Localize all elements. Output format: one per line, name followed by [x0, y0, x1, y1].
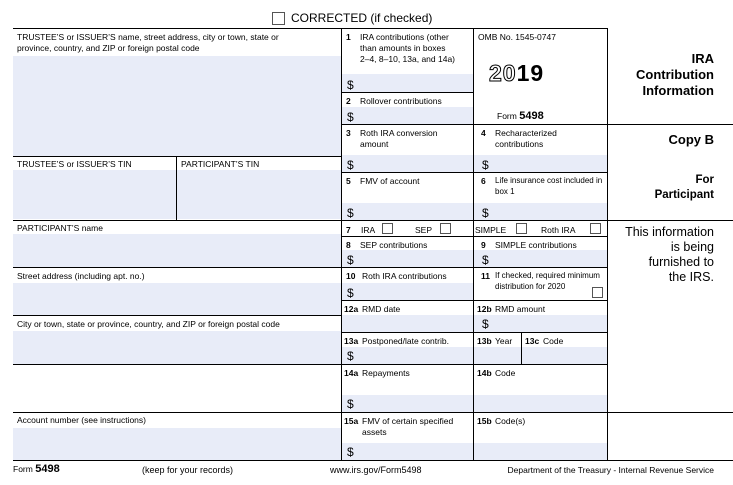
footer-form-label	[13, 463, 60, 475]
rule	[521, 332, 522, 364]
box12b-field[interactable]	[474, 315, 607, 332]
box14b-field[interactable]	[474, 395, 607, 412]
box7-ira-checkbox[interactable]	[382, 223, 393, 234]
box5-dollar: $	[347, 206, 354, 220]
box13a-dollar: $	[347, 349, 354, 363]
box4-label: Recharacterized	[495, 128, 557, 138]
box2-label: Rollover contributions	[360, 96, 442, 106]
for-participant	[655, 173, 714, 203]
tax-year	[489, 60, 544, 86]
box13c-field[interactable]	[522, 347, 607, 364]
trustee-tin-label: TRUSTEE’S or ISSUER’S TIN	[17, 159, 132, 169]
irs-notice-line2: is being	[670, 240, 714, 254]
box10-label: Roth IRA contributions	[362, 271, 447, 281]
irs-notice-line1: This information	[625, 225, 714, 239]
box15a-label-2: assets	[362, 427, 387, 437]
box2-number: 2	[346, 96, 351, 106]
box4-label-2: contributions	[495, 139, 544, 149]
box3-amount-field[interactable]	[342, 155, 473, 172]
street-address-label: Street address (including apt. no.)	[17, 271, 145, 281]
box3-dollar: $	[347, 158, 354, 172]
trustee-name-label: TRUSTEE’S or ISSUER’S name, street address, city or town, state or	[17, 32, 279, 42]
box14b-number: 14b	[477, 368, 492, 378]
box8-amount-field[interactable]	[342, 250, 473, 267]
box2-dollar: $	[347, 110, 354, 124]
rule	[13, 315, 341, 316]
rule	[13, 364, 607, 365]
omb-number: OMB No. 1545-0747	[478, 32, 556, 42]
footer-department: Department of the Treasury - Internal Revenue Service	[507, 465, 714, 475]
box8-label: SEP contributions	[360, 240, 428, 250]
rule	[13, 156, 341, 157]
footer-keep-records: (keep for your records)	[142, 465, 234, 475]
participant-tin-field[interactable]	[177, 170, 341, 219]
box11-checkbox[interactable]	[592, 287, 603, 298]
box1-label: IRA contributions (other	[360, 32, 449, 42]
box8-dollar: $	[347, 253, 354, 267]
box7-sep-checkbox[interactable]	[440, 223, 451, 234]
trustee-name-label-2: province, country, and ZIP or foreign postal code	[17, 43, 200, 53]
box10-dollar: $	[347, 286, 354, 300]
box1-label-3: 2–4, 8–10, 13a, and 14a)	[360, 54, 455, 64]
box4-dollar: $	[482, 158, 489, 172]
box6-dollar: $	[482, 206, 489, 220]
form-title	[636, 51, 714, 99]
box10-number: 10	[346, 271, 356, 281]
box14a-field[interactable]	[342, 395, 473, 412]
box12b-label: RMD amount	[495, 304, 546, 314]
box3-number: 3	[346, 128, 351, 138]
box14a-label: Repayments	[362, 368, 410, 378]
rule	[13, 412, 733, 413]
form-title-line2: Contribution	[636, 67, 714, 82]
rule	[176, 156, 177, 220]
footer-url[interactable]: www.irs.gov/Form5498	[330, 465, 422, 475]
copy-label: Copy B	[668, 132, 714, 147]
rule	[607, 28, 608, 460]
box12a-number: 12a	[344, 304, 359, 314]
rule	[341, 28, 342, 460]
box15a-field[interactable]	[342, 443, 473, 460]
box8-number: 8	[346, 240, 351, 250]
box13a-label: Postponed/late contrib.	[362, 336, 449, 346]
box7-simple-checkbox[interactable]	[516, 223, 527, 234]
trustee-tin-field[interactable]	[13, 170, 176, 219]
rule	[13, 28, 607, 29]
participant-name-field[interactable]	[13, 234, 341, 267]
box11-label: If checked, required minimum	[495, 271, 600, 280]
box15b-field[interactable]	[474, 443, 607, 460]
rule	[341, 172, 607, 173]
footer-form-prefix: Form	[13, 464, 33, 474]
box5-number: 5	[346, 176, 351, 186]
form-title-line3: Information	[642, 83, 714, 98]
participant-name-label: PARTICIPANT’S name	[17, 223, 103, 233]
box12a-field[interactable]	[342, 315, 473, 332]
rule	[13, 267, 607, 268]
box7-sep-label: SEP	[415, 225, 433, 235]
omb-form-label	[497, 110, 544, 122]
rule	[341, 124, 733, 125]
box12b-number: 12b	[477, 304, 492, 314]
account-number-field[interactable]	[13, 428, 341, 460]
box3-label: Roth IRA conversion	[360, 128, 438, 138]
box1-label-2: than amounts in boxes	[360, 43, 446, 53]
box12b-dollar: $	[482, 317, 489, 331]
box13b-label: Year	[495, 336, 513, 346]
rule	[13, 460, 733, 461]
box6-label: Life insurance cost included in	[495, 176, 603, 185]
box7-number: 7	[346, 225, 351, 235]
irs-notice-line4: the IRS.	[668, 270, 714, 284]
tax-year-suffix: 19	[516, 60, 545, 86]
box5-amount-field[interactable]	[342, 203, 473, 220]
form-title-line1: IRA	[691, 51, 714, 66]
trustee-name-field[interactable]	[13, 56, 341, 156]
box15a-label: FMV of certain specified	[362, 416, 454, 426]
box15a-number: 15a	[344, 416, 359, 426]
box4-amount-field[interactable]	[474, 155, 607, 172]
box3-label-2: amount	[360, 139, 389, 149]
box14a-dollar: $	[347, 397, 354, 411]
box15a-dollar: $	[347, 445, 354, 459]
irs-notice-line3: furnished to	[648, 255, 714, 269]
for-label: For	[695, 174, 714, 186]
participant-tin-label: PARTICIPANT’S TIN	[181, 159, 260, 169]
box12a-label: RMD date	[362, 304, 401, 314]
box13a-field[interactable]	[342, 347, 473, 364]
participant-label: Participant	[654, 189, 714, 201]
account-number-label: Account number (see instructions)	[17, 415, 146, 425]
rule	[341, 92, 474, 93]
rule	[473, 28, 474, 460]
street-address-field[interactable]	[13, 283, 341, 315]
omb-form-number: 5498	[519, 110, 544, 122]
rule	[341, 332, 607, 333]
box1-number: 1	[346, 32, 351, 42]
box15b-label: Code(s)	[495, 416, 526, 426]
box13c-label: Code	[543, 336, 564, 346]
box14b-label: Code	[495, 368, 516, 378]
box1-dollar: $	[347, 78, 354, 92]
box10-amount-field[interactable]	[342, 283, 473, 300]
box7-roth-checkbox[interactable]	[590, 223, 601, 234]
box9-dollar: $	[482, 253, 489, 267]
box9-amount-field[interactable]	[474, 250, 607, 267]
box13a-number: 13a	[344, 336, 359, 346]
box11-label-2: distribution for 2020	[495, 282, 566, 291]
rule	[341, 236, 607, 237]
box9-number: 9	[481, 240, 486, 250]
box7-ira-label: IRA	[361, 225, 376, 235]
box2-amount-field[interactable]	[342, 107, 473, 124]
box11-number: 11	[481, 271, 490, 281]
corrected-label: CORRECTED (if checked)	[291, 11, 433, 25]
box1-amount-field[interactable]	[342, 74, 473, 92]
city-field[interactable]	[13, 331, 341, 365]
footer-form-number: 5498	[35, 463, 60, 475]
box6-number: 6	[481, 176, 486, 186]
box4-number: 4	[481, 128, 486, 138]
box13c-number: 13c	[525, 336, 540, 346]
box5-label: FMV of account	[360, 176, 420, 186]
box13b-field[interactable]	[474, 347, 521, 364]
city-label: City or town, state or province, country, and ZIP or foreign postal code	[17, 319, 280, 329]
omb-form-prefix: Form	[497, 111, 517, 121]
box9-label: SIMPLE contributions	[495, 240, 577, 250]
box7-roth-label: Roth IRA	[541, 225, 576, 235]
corrected-checkbox[interactable]	[272, 12, 285, 25]
rule	[13, 220, 733, 221]
box6-amount-field[interactable]	[474, 203, 607, 220]
box13b-number: 13b	[477, 336, 492, 346]
tax-year-prefix: 20	[489, 60, 517, 86]
irs-notice	[625, 225, 714, 285]
box15b-number: 15b	[477, 416, 492, 426]
box14a-number: 14a	[344, 368, 359, 378]
rule	[341, 300, 607, 301]
box6-label-2: box 1	[495, 187, 515, 196]
box7-simple-label: SIMPLE	[475, 225, 507, 235]
